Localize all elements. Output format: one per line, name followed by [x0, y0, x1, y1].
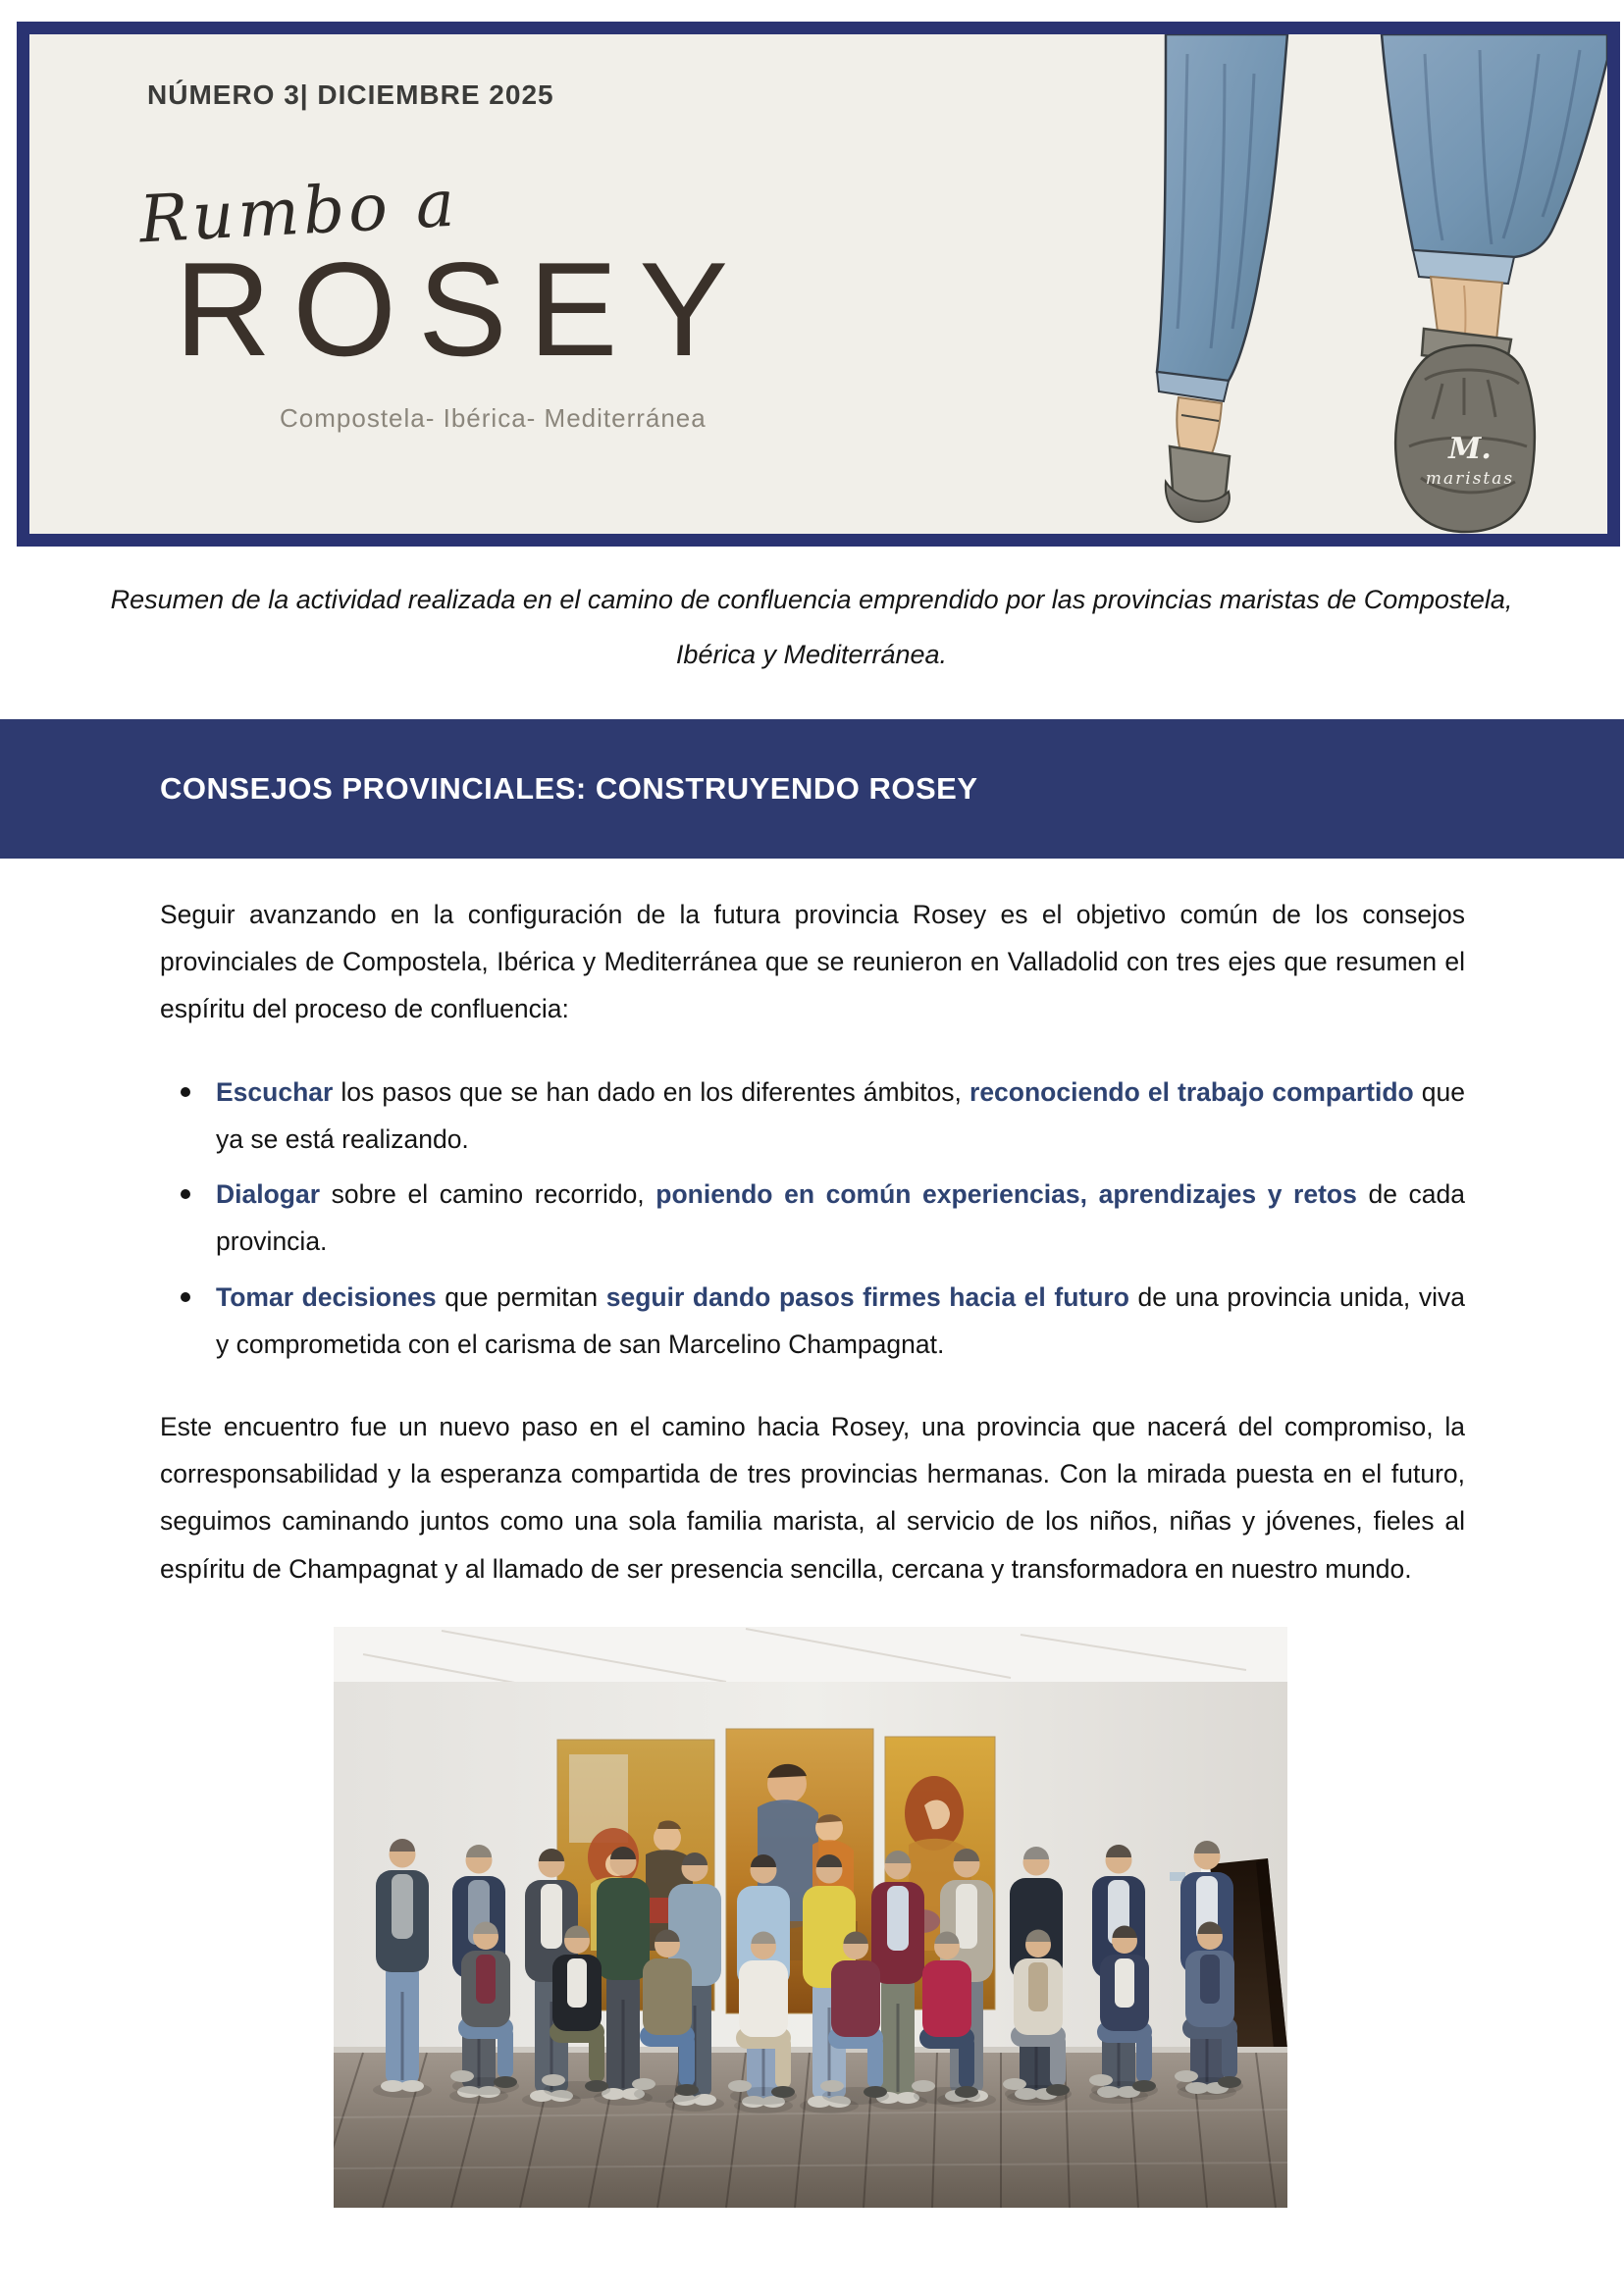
section-banner: [0, 719, 1624, 859]
section-title: CONSEJOS PROVINCIALES: CONSTRUYENDO ROSEY: [160, 771, 978, 806]
group-photo: [334, 1627, 1287, 2208]
paragraph: Seguir avanzando en la configuración de la futura provincia Rosey es el objetivo común de los consejos provinciales de Compostela, Ibérica y Mediterránea que se reunieron en Valladolid con tres ejes que resumen el espíritu del proceso de confluencia:: [160, 900, 1465, 1024]
intro-summary: Resumen de la actividad realizada en el camino de confluencia emprendido por las provincias maristas de Compostela, Ibérica y Mediterránea.: [110, 585, 1513, 670]
header-subtitle: Compostela- Ibérica- Mediterránea: [280, 403, 707, 433]
page-title: ROSEY: [175, 235, 751, 384]
header-banner: [17, 22, 1620, 547]
paragraph: Este encuentro fue un nuevo paso en el camino hacia Rosey, una provincia que nacerá del compromiso, la corresponsabilidad y la esperanza compartida de tres provincias hermanas. Con la mirada puesta en el futuro, seguimos caminando juntos como una sola familia marista, al servicio de los niños, niñas y jóvenes, fieles al espíritu de Champagnat y al llamado de ser presencia sencilla, cercana y transformadora en nuestro mundo.: [160, 1411, 1465, 1584]
maristas-logo-text: maristas: [1425, 469, 1515, 489]
bullet-item: Escuchar los pasos que se han dado en los diferentes ámbitos, reconociendo el trabajo compartido que ya se está realizando.: [216, 1069, 1465, 1163]
bullet-item: Tomar decisiones que permitan seguir dando pasos firmes hacia el futuro de una provincia unida, viva y comprometida con el carisma de san Marcelino Champagnat.: [216, 1274, 1465, 1368]
bullet-item: Dialogar sobre el camino recorrido, poniendo en común experiencias, aprendizajes y retos de cada provincia.: [216, 1171, 1465, 1265]
right-leg: [1382, 34, 1607, 532]
script-title: Rumbo a: [137, 165, 460, 258]
left-leg: [1157, 34, 1287, 522]
group-photo-scene: [334, 1627, 1287, 2208]
issue-line: NÚMERO 3| DICIEMBRE 2025: [147, 79, 554, 110]
article-body: [160, 891, 1465, 1628]
walking-legs-illustration: [1130, 34, 1607, 534]
maristas-logo-m: M.: [1448, 432, 1492, 466]
bullet-list: [160, 1069, 1465, 1368]
